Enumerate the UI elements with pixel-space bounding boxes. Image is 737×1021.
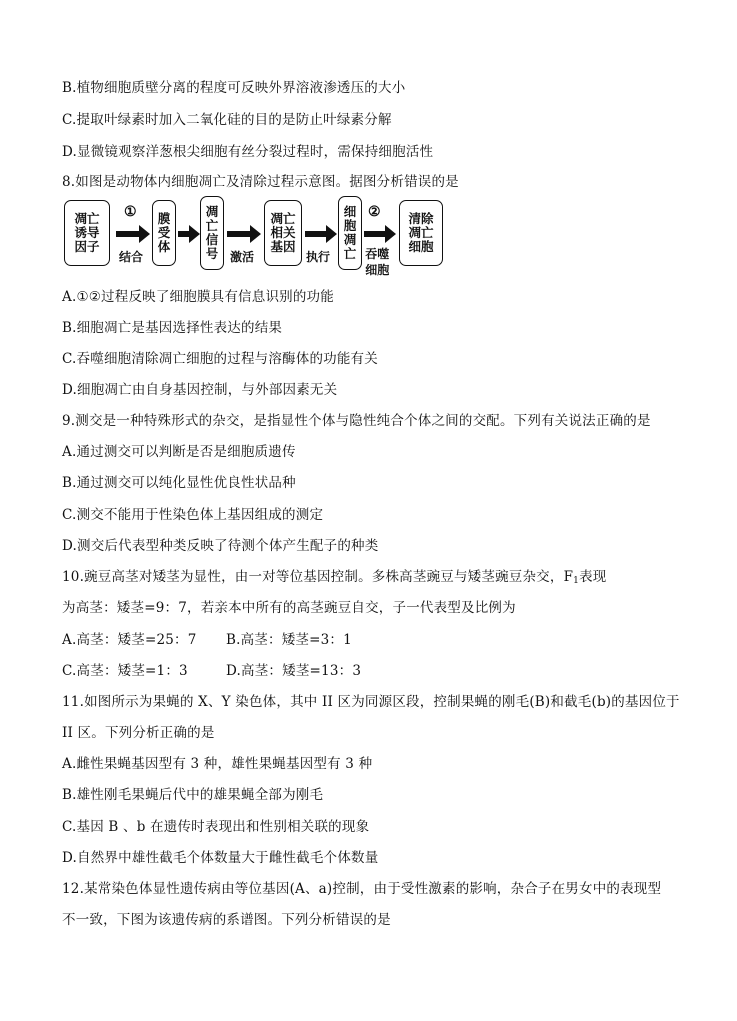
q12-stem-line2: 不一致，下图为该遗传病的系谱图。下列分析错误的是 — [62, 912, 391, 928]
diagram-arrow-2 — [178, 228, 200, 240]
q9-option-b: B.通过测交可以纯化显性优良性状品种 — [62, 475, 296, 491]
diagram-box-signal: 凋亡信号 — [200, 196, 224, 270]
q9-option-d: D.测交后代表型种类反映了待测个体产生配子的种类 — [62, 538, 379, 554]
diagram-box-inducer: 凋亡诱导因子 — [64, 200, 110, 266]
diagram-arrow-3 — [227, 228, 261, 240]
diagram-arrow-4 — [305, 228, 337, 240]
diagram-box-apoptosis: 细胞凋亡 — [338, 196, 362, 270]
q8-option-c: C.吞噬细胞清除凋亡细胞的过程与溶酶体的功能有关 — [62, 351, 378, 367]
q11-stem-line1: 11.如图所示为果蝇的 X、Y 染色体，其中 II 区为同源区段，控制果蝇的刚毛(B)和截毛(b)的基因位于 — [62, 694, 680, 710]
diagram-marker-1: ① — [124, 204, 137, 220]
diagram-arrow-1 — [116, 228, 150, 240]
q8-stem: 8.如图是动物体内细胞凋亡及清除过程示意图。据图分析错误的是 — [62, 174, 459, 190]
diagram-box-genes: 凋亡相关基因 — [264, 200, 302, 266]
q11-stem-line2: II 区。下列分析正确的是 — [62, 725, 215, 741]
q10-option-a: A.高茎：矮茎=25：7 — [62, 632, 197, 648]
q9-stem: 9.测交是一种特殊形式的杂交，是指显性个体与隐性纯合个体之间的交配。下列有关说法正确的是 — [62, 413, 651, 429]
q10-stem-line2: 为高茎：矮茎=9：7，若亲本中所有的高茎豌豆自交，子一代表型及比例为 — [62, 600, 516, 616]
q7-option-b: B.植物细胞质壁分离的程度可反映外界溶液渗透压的大小 — [62, 80, 406, 96]
q10-stem-line1: 10.豌豆高茎对矮茎为显性，由一对等位基因控制。多株高茎豌豆与矮茎豌豆杂交，$F_1$表现 — [62, 569, 607, 586]
diagram-arrow-5 — [364, 228, 396, 240]
q11-option-a: A.雌性果蝇基因型有 3 种，雄性果蝇基因型有 3 种 — [62, 756, 373, 772]
diagram-marker-2: ② — [368, 204, 381, 220]
diagram-box-clearance: 清除凋亡细胞 — [399, 200, 443, 266]
q8-option-b: B.细胞凋亡是基因选择性表达的结果 — [62, 320, 283, 336]
diagram-label-execute: 执行 — [306, 250, 331, 264]
q8-option-a: A.①②过程反映了细胞膜具有信息识别的功能 — [62, 289, 334, 305]
q11-option-b: B.雄性刚毛果蝇后代中的雄果蝇全部为刚毛 — [62, 787, 324, 803]
q9-option-c: C.测交不能用于性染色体上基因组成的测定 — [62, 507, 324, 523]
diagram-label-phagocyte: 吞噬细胞 — [365, 247, 390, 277]
q7-option-c: C.提取叶绿素时加入二氧化硅的目的是防止叶绿素分解 — [62, 112, 392, 128]
q10-option-c: C.高茎：矮茎=1：3 — [62, 663, 188, 679]
q9-option-a: A.通过测交可以判断是否是细胞质遗传 — [62, 444, 296, 460]
q8-option-d: D.细胞凋亡由自身基因控制，与外部因素无关 — [62, 382, 338, 398]
q11-option-c: C.基因 B 、b 在遗传时表现出和性别相关联的现象 — [62, 819, 370, 835]
q10-option-d: D.高茎：矮茎=13：3 — [226, 663, 362, 679]
q12-stem-line1: 12.某常染色体显性遗传病由等位基因(A、a)控制，由于受性激素的影响，杂合子在男女中的表现型 — [62, 881, 662, 897]
diagram-box-receptor: 膜受体 — [152, 200, 176, 266]
f1-subscript: 1 — [573, 576, 580, 586]
diagram-label-bind: 结合 — [119, 250, 144, 264]
q7-option-d: D.显微镜观察洋葱根尖细胞有丝分裂过程时，需保持细胞活性 — [62, 144, 434, 160]
apoptosis-diagram — [64, 196, 454, 282]
diagram-label-activate: 激活 — [230, 250, 255, 264]
q10-option-b: B.高茎：矮茎=3：1 — [226, 632, 352, 648]
q11-option-d: D.自然界中雄性截毛个体数量大于雌性截毛个体数量 — [62, 850, 379, 866]
